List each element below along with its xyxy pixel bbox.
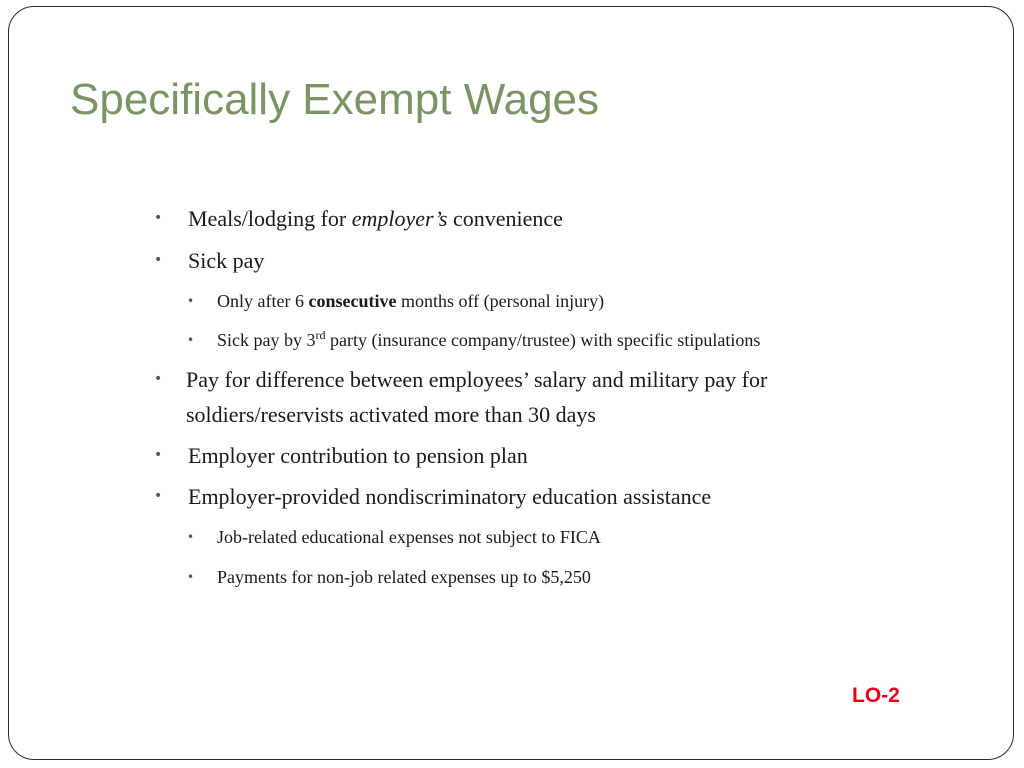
bullet-text-bold: consecutive xyxy=(308,291,397,311)
bullet-dot-icon: • xyxy=(154,447,163,463)
bullet-text: Job-related educational expenses not subject to FICA xyxy=(217,527,601,547)
bullet-item xyxy=(154,201,563,236)
sub-bullet-item xyxy=(187,522,601,552)
bullet-dot-icon: • xyxy=(154,252,163,268)
bullet-item xyxy=(154,362,768,397)
bullet-text: Sick pay xyxy=(188,248,265,273)
bullet-item xyxy=(154,479,712,514)
sub-bullet-item xyxy=(187,325,761,355)
sub-bullet-item xyxy=(187,562,591,592)
bullet-text-line-1: Pay for difference between employees’ salary and military pay for xyxy=(186,367,768,392)
bullet-dot-icon: • xyxy=(154,488,163,504)
bullet-dot-icon: • xyxy=(187,530,195,544)
bullet-text: Employer-provided nondiscriminatory education assistance xyxy=(188,484,712,509)
bullet-dot-icon: • xyxy=(187,333,195,347)
bullet-text: Only after 6 xyxy=(217,291,309,311)
bullet-text: party (insurance company/trustee) with specific stipulations xyxy=(325,330,761,350)
learning-objective-tag: LO-2 xyxy=(852,684,900,707)
bullet-text: Employer contribution to pension plan xyxy=(188,443,528,468)
sub-bullet-item xyxy=(187,286,605,316)
bullet-text-italic: employer’s xyxy=(351,206,448,231)
bullet-item-continuation xyxy=(186,397,596,432)
bullet-text: Meals/lodging for xyxy=(188,206,352,231)
bullet-item xyxy=(154,438,528,473)
bullet-text: Payments for non-job related expenses up to $5,250 xyxy=(217,567,591,587)
bullet-text: convenience xyxy=(447,206,563,231)
bullet-dot-icon: • xyxy=(187,570,195,584)
bullet-text-superscript: rd xyxy=(315,328,326,342)
bullet-text: months off (personal injury) xyxy=(396,291,605,311)
bullet-item xyxy=(154,243,265,278)
bullet-dot-icon: • xyxy=(187,294,195,308)
bullet-text: Sick pay by 3 xyxy=(217,330,316,350)
bullet-dot-icon: • xyxy=(154,210,163,226)
slide-title: Specifically Exempt Wages xyxy=(70,75,600,124)
bullet-text-line-2: soldiers/reservists activated more than 30 days xyxy=(186,402,596,427)
bullet-dot-icon: • xyxy=(154,371,163,387)
